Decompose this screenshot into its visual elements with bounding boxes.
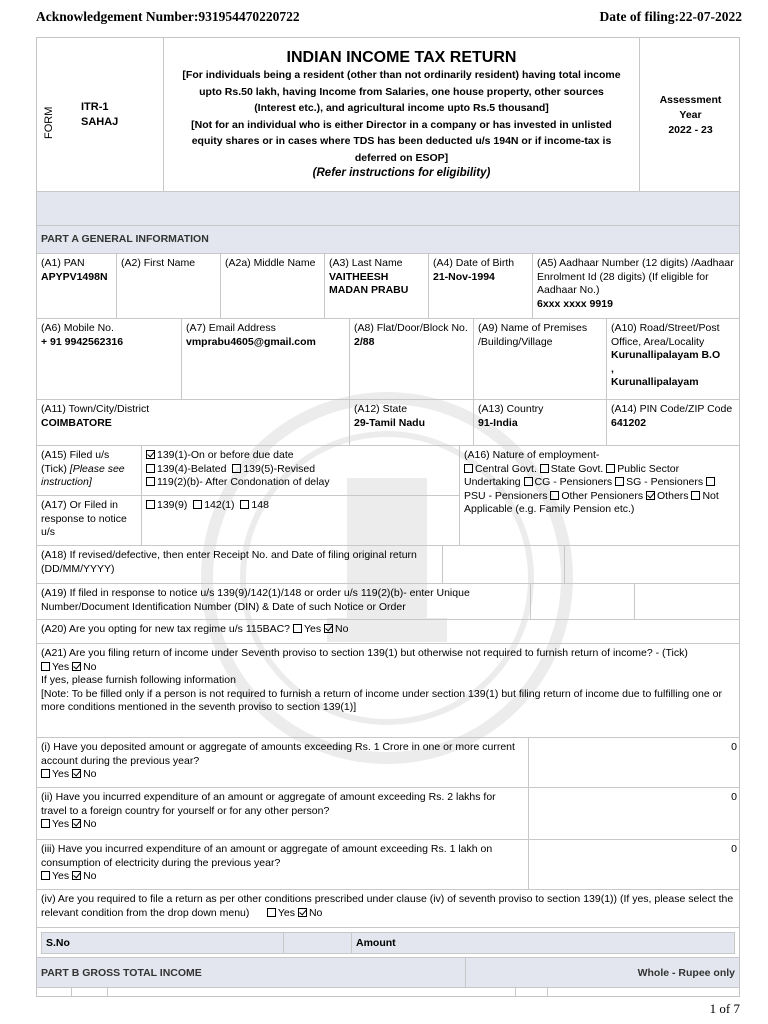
option-148[interactable]: 148 bbox=[240, 499, 269, 511]
road-value-2: , bbox=[611, 362, 614, 375]
mobile-value: + 91 9942562316 bbox=[41, 335, 124, 348]
option-psu-pensioners[interactable]: PSU - Pensioners bbox=[464, 476, 717, 502]
option-142-1[interactable]: 142(1) bbox=[193, 499, 234, 511]
q2-no-option[interactable]: No bbox=[72, 818, 96, 830]
option-state-govt[interactable]: State Govt. bbox=[540, 463, 604, 475]
road-value-3: Kurunallipalayam bbox=[611, 376, 699, 388]
q4-yes-option[interactable]: Yes bbox=[267, 907, 295, 919]
flat-label: (A8) Flat/Door/Block No. bbox=[354, 322, 468, 334]
road-label: (A10) Road/Street/Post Office, Area/Locality bbox=[611, 322, 720, 348]
form-name: ITR-1 bbox=[81, 101, 109, 113]
road-cell bbox=[607, 319, 740, 400]
amount-header: Amount bbox=[352, 932, 735, 954]
city-value: COIMBATORE bbox=[41, 416, 112, 429]
checkbox-icon[interactable] bbox=[146, 500, 155, 509]
option-119-2-b[interactable]: 119(2)(b)- After Condonation of delay bbox=[146, 476, 455, 490]
a21-note: [Note: To be filled only if a person is not required to furnish a return of income under section 139(1) but filing return of income due to fulfilling one or more conditions mentioned in the seventh proviso to section 139(1)] bbox=[41, 687, 722, 713]
middle-name-cell bbox=[221, 254, 325, 319]
condition-table bbox=[37, 928, 740, 958]
pin-cell bbox=[607, 400, 740, 446]
q3-yes-option[interactable]: Yes bbox=[41, 870, 69, 882]
spacer-row bbox=[37, 192, 740, 226]
q2-label: (ii) Have you incurred expenditure of an amount or aggregate of amount exceeding Rs. 2 lakhs for travel to a foreign country for yourself or for any other person? bbox=[41, 791, 496, 817]
checkbox-icon[interactable] bbox=[606, 464, 615, 473]
dob-value: 21-Nov-1994 bbox=[433, 270, 495, 283]
a20-no-option[interactable]: No bbox=[324, 623, 348, 635]
checkbox-icon[interactable] bbox=[232, 464, 241, 473]
checkbox-icon[interactable] bbox=[540, 464, 549, 473]
state-value: 29-Tamil Nadu bbox=[354, 416, 425, 429]
q4-cell bbox=[37, 890, 740, 928]
option-139-5[interactable]: 139(5)-Revised bbox=[232, 463, 315, 475]
filed-notice-label-cell bbox=[37, 496, 142, 546]
ack-header bbox=[36, 9, 742, 27]
flat-value: 2/88 bbox=[354, 335, 375, 348]
checkbox-icon[interactable] bbox=[193, 500, 202, 509]
q1-label: (i) Have you deposited amount or aggregate of amounts exceeding Rs. 1 Crore in one or more current account during the previous year? bbox=[41, 741, 515, 767]
form-subname: SAHAJ bbox=[81, 116, 119, 128]
city-cell bbox=[37, 400, 350, 446]
checkbox-icon[interactable] bbox=[691, 491, 700, 500]
a19-label: (A19) If filed in response to notice u/s 139(9)/142(1)/148 or order u/s 119(2)(b)- enter Unique Number/Document Identification Number (DIN) & Date of such Notice or Order bbox=[41, 587, 470, 613]
divider bbox=[465, 958, 466, 988]
q2-amount[interactable]: 0 bbox=[529, 788, 740, 840]
country-label: (A13) Country bbox=[478, 403, 544, 415]
first-name-cell bbox=[117, 254, 221, 319]
a19-date-field[interactable] bbox=[635, 584, 740, 620]
form-title: INDIAN INCOME TAX RETURN bbox=[286, 49, 517, 66]
divider bbox=[515, 988, 516, 997]
divider bbox=[107, 988, 108, 997]
instruction-note: [Please see instruction] bbox=[41, 462, 125, 488]
checkbox-icon[interactable] bbox=[464, 464, 473, 473]
dob-label: (A4) Date of Birth bbox=[433, 257, 515, 269]
road-value-1: Kurunallipalayam B.O bbox=[611, 349, 721, 361]
option-other-pensioners[interactable]: Other Pensioners bbox=[550, 490, 643, 502]
country-value: 91-India bbox=[478, 416, 518, 429]
q3-no-option[interactable]: No bbox=[72, 870, 96, 882]
dob-cell bbox=[429, 254, 533, 319]
filed-notice-options-cell bbox=[142, 496, 460, 546]
first-name-label: (A2) First Name bbox=[121, 257, 196, 269]
eligibility-note: (Refer instructions for eligibility) bbox=[312, 167, 491, 179]
checkbox-icon[interactable] bbox=[41, 769, 50, 778]
middle-name-label: (A2a) Middle Name bbox=[225, 257, 316, 269]
form-description-1: [For individuals being a resident (other than not ordinarily resident) having total income upto Rs.50 lakh, having Income from Salaries, one house property, other sources (Interest etc.), and agricultural income upto Rs.5 thousand] bbox=[182, 69, 621, 114]
city-label: (A11) Town/City/District bbox=[41, 403, 150, 415]
checkbox-checked-icon[interactable] bbox=[646, 491, 655, 500]
checkbox-checked-icon[interactable] bbox=[146, 450, 155, 459]
a20-row bbox=[37, 620, 740, 644]
checkbox-icon[interactable] bbox=[524, 477, 533, 486]
checkbox-icon[interactable] bbox=[293, 624, 302, 633]
checkbox-icon[interactable] bbox=[41, 819, 50, 828]
a18-label-cell bbox=[37, 546, 443, 584]
filed-us-label: (A15) Filed u/s bbox=[41, 449, 110, 461]
option-not-applicable[interactable]: Not Applicable (e.g. Family Pension etc.) bbox=[464, 489, 719, 515]
checkbox-icon[interactable] bbox=[240, 500, 249, 509]
rupee-unit-label: Whole - Rupee only bbox=[637, 967, 735, 979]
pan-label: (A1) PAN bbox=[41, 257, 85, 269]
pan-value: APYPV1498N bbox=[41, 270, 108, 283]
a19-label-cell bbox=[37, 584, 531, 620]
checkbox-checked-icon[interactable] bbox=[72, 769, 81, 778]
email-label: (A7) Email Address bbox=[186, 322, 276, 334]
acknowledgement-number: Acknowledgement Number:931954470220722 bbox=[36, 9, 300, 24]
form-label: FORM bbox=[43, 106, 55, 139]
q1-cell bbox=[37, 738, 529, 788]
a20-label: (A20) Are you opting for new tax regime u/s 115BAC? bbox=[41, 623, 291, 635]
a18-receipt-field[interactable] bbox=[443, 546, 565, 584]
option-139-9[interactable]: 139(9) bbox=[146, 499, 187, 511]
assessment-label: Assessment bbox=[659, 94, 722, 106]
a21-no-option[interactable]: No bbox=[72, 661, 96, 673]
aadhaar-value: 6xxx xxxx 9919 bbox=[537, 297, 613, 310]
a21-yes-option[interactable]: Yes bbox=[41, 661, 69, 673]
assessment-year-cell bbox=[640, 38, 740, 192]
email-cell bbox=[182, 319, 350, 400]
checkbox-icon[interactable] bbox=[146, 477, 155, 486]
part-b-heading-row bbox=[37, 958, 740, 988]
a21-cell bbox=[37, 644, 740, 738]
checkbox-checked-icon[interactable] bbox=[324, 624, 333, 633]
country-cell bbox=[474, 400, 607, 446]
date-of-filing: Date of filing:22-07-2022 bbox=[599, 9, 742, 24]
form-id-cell bbox=[37, 38, 164, 192]
premises-label: (A9) Name of Premises /Building/Village bbox=[478, 322, 588, 348]
state-cell bbox=[350, 400, 474, 446]
checkbox-icon[interactable] bbox=[41, 662, 50, 671]
title-cell bbox=[164, 38, 640, 192]
checkbox-checked-icon[interactable] bbox=[298, 908, 307, 917]
checkbox-checked-icon[interactable] bbox=[72, 819, 81, 828]
q1-no-option[interactable]: No bbox=[72, 768, 96, 780]
option-cg-pensioners[interactable]: CG - Pensioners bbox=[524, 476, 613, 488]
mobile-cell bbox=[37, 319, 182, 400]
pin-label: (A14) PIN Code/ZIP Code bbox=[611, 403, 733, 415]
q3-amount[interactable]: 0 bbox=[529, 840, 740, 890]
a21-label: (A21) Are you filing return of income under Seventh proviso to section 139(1) but otherwise not required to furnish return of income? - (Tick) bbox=[41, 647, 688, 659]
last-name-cell bbox=[325, 254, 429, 319]
option-139-4[interactable]: 139(4)-Belated bbox=[146, 463, 226, 475]
pin-value: 641202 bbox=[611, 416, 647, 429]
checkbox-icon[interactable] bbox=[41, 871, 50, 880]
q1-yes-option[interactable]: Yes bbox=[41, 768, 69, 780]
premises-cell bbox=[474, 319, 607, 400]
q1-amount[interactable]: 0 bbox=[529, 738, 740, 788]
part-b-first-row bbox=[37, 988, 740, 997]
part-b-heading: PART B GROSS TOTAL INCOME bbox=[41, 967, 202, 979]
aadhaar-cell bbox=[533, 254, 740, 319]
checkbox-icon[interactable] bbox=[550, 491, 559, 500]
last-name-value: VAITHEESH MADAN PRABU bbox=[329, 270, 409, 296]
sno-header: S.No bbox=[41, 932, 284, 954]
state-label: (A12) State bbox=[354, 403, 408, 415]
option-central-govt[interactable]: Central Govt. bbox=[464, 463, 537, 475]
divider bbox=[71, 988, 72, 997]
q4-no-option[interactable]: No bbox=[298, 907, 322, 919]
part-a-heading: PART A GENERAL INFORMATION bbox=[37, 226, 740, 254]
email-value: vmprabu4605@gmail.com bbox=[186, 335, 316, 348]
option-psu[interactable]: Public Sector Undertaking bbox=[464, 462, 680, 488]
condition-header bbox=[284, 932, 352, 954]
flat-cell bbox=[350, 319, 474, 400]
checkbox-icon[interactable] bbox=[146, 464, 155, 473]
q3-cell bbox=[37, 840, 529, 890]
q3-label: (iii) Have you incurred expenditure of an amount or aggregate of amount exceeding Rs. 1 lakh on consumption of electricity during the previous year? bbox=[41, 843, 493, 869]
form-description-2: [Not for an individual who is either Director in a company or has invested in unlisted equity shares or in cases where TDS has been deducted u/s 194N or if income-tax is deferred on ESOP] bbox=[191, 118, 612, 164]
checkbox-icon[interactable] bbox=[267, 908, 276, 917]
divider bbox=[547, 988, 548, 997]
aadhaar-label: (A5) Aadhaar Number (12 digits) /Aadhaar Enrolment Id (28 digits) (If eligible for Aadhaar No.) bbox=[537, 257, 734, 296]
checkbox-icon[interactable] bbox=[615, 477, 624, 486]
a19-din-field[interactable] bbox=[531, 584, 635, 620]
pan-cell bbox=[37, 254, 117, 319]
option-139-1[interactable]: 139(1)-On or before due date bbox=[146, 449, 455, 463]
a20-yes-option[interactable]: Yes bbox=[293, 623, 321, 635]
employment-label: (A16) Nature of employment- bbox=[464, 449, 600, 461]
filed-notice-label: (A17) Or Filed in response to notice u/s bbox=[41, 499, 127, 538]
checkbox-checked-icon[interactable] bbox=[72, 871, 81, 880]
employment-cell bbox=[460, 446, 740, 546]
a18-label: (A18) If revised/defective, then enter Receipt No. and Date of filing original return (DD/MM/YYYY) bbox=[41, 549, 417, 575]
checkbox-checked-icon[interactable] bbox=[72, 662, 81, 671]
q2-cell bbox=[37, 788, 529, 840]
filed-us-options-cell bbox=[142, 446, 460, 496]
itr-form bbox=[36, 37, 740, 997]
tick-label: (Tick) bbox=[41, 462, 70, 475]
page-number: 1 of 7 bbox=[709, 1001, 740, 1016]
assessment-year-value: 2022 - 23 bbox=[668, 124, 713, 136]
option-sg-pensioners[interactable]: SG - Pensioners bbox=[615, 476, 703, 488]
a18-date-field[interactable] bbox=[565, 546, 740, 584]
mobile-label: (A6) Mobile No. bbox=[41, 322, 114, 334]
q4-label: (iv) Are you required to file a return as per other conditions prescribed under clause (iv) of seventh proviso to section 139(1)) (If yes, please select the relevant condition from the drop down menu) bbox=[41, 893, 734, 919]
q2-yes-option[interactable]: Yes bbox=[41, 818, 69, 830]
last-name-label: (A3) Last Name bbox=[329, 257, 403, 269]
year-label: Year bbox=[679, 109, 702, 121]
option-others[interactable]: Others bbox=[646, 490, 689, 502]
a21-ifyes: If yes, please furnish following information bbox=[41, 674, 236, 686]
filed-us-label-cell bbox=[37, 446, 142, 496]
checkbox-icon[interactable] bbox=[706, 477, 715, 486]
